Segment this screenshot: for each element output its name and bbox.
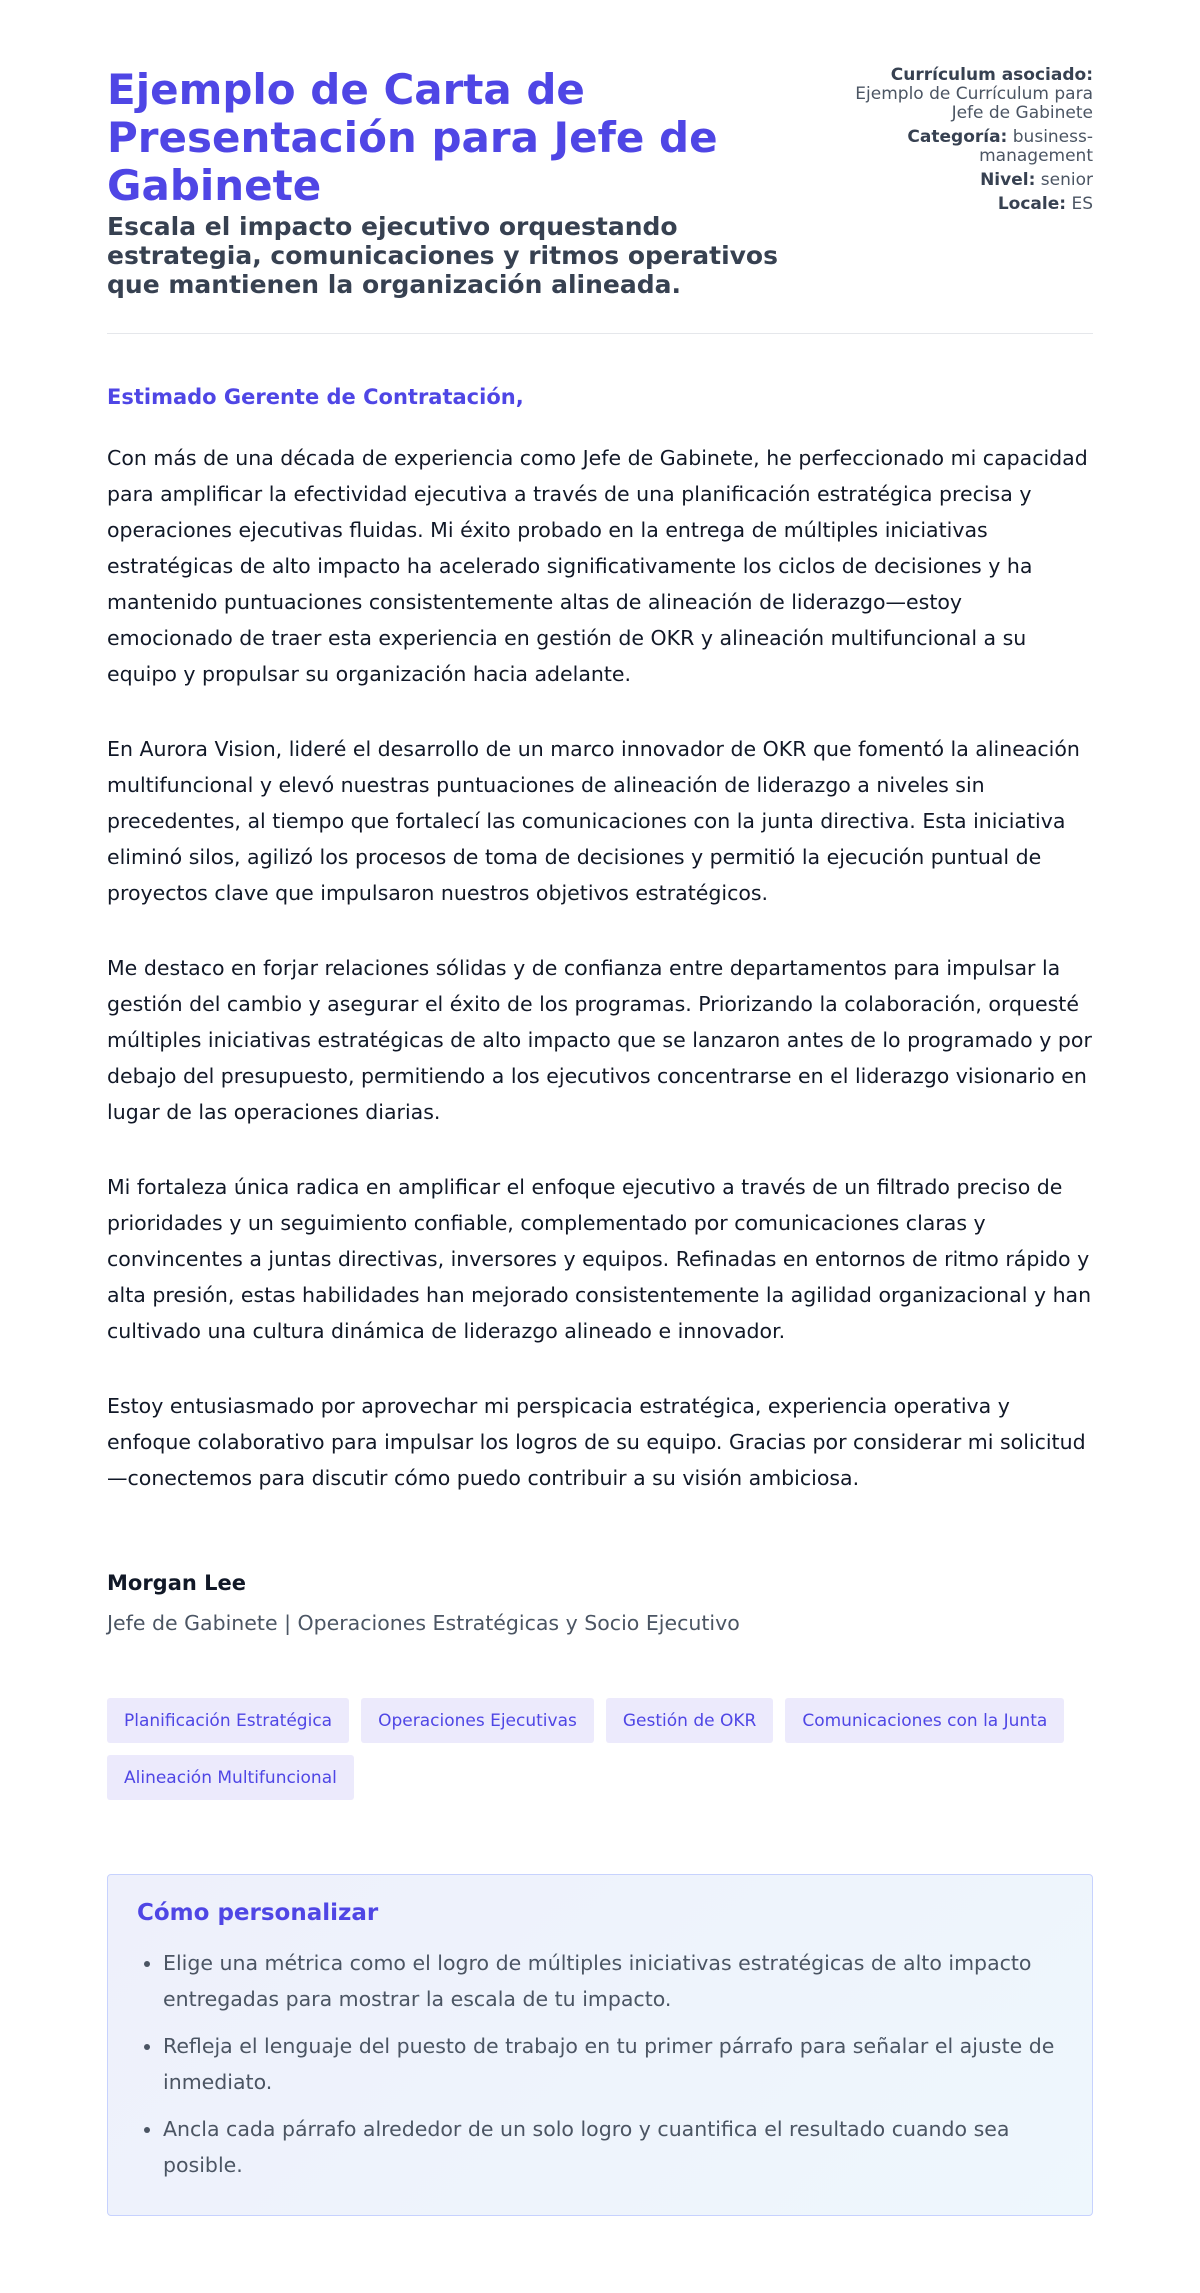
skill-tags <box>107 1698 1093 1800</box>
meta-locale-label: Locale: <box>997 194 1067 214</box>
letter-body <box>107 384 1093 1496</box>
meta-resume <box>833 66 1093 123</box>
page-header <box>107 66 1093 334</box>
signature-name: Morgan Lee <box>107 1571 247 1595</box>
page-title: Ejemplo de Carta de Presentación para Jefe de Gabinete <box>107 65 718 210</box>
meta-level <box>833 171 1093 190</box>
letter-paragraph: En Aurora Vision, lideré el desarrollo de un marco innovador de OKR que fomentó la alineación multifuncional y elevó nuestras puntuaciones de alineación de liderazgo a niveles sin precedentes, al tiempo que fortalecí las comunicaciones con la junta directiva. Esta iniciativa eliminó silos, agilizó los procesos de toma de decisiones y permitió la ejecución puntual de proyectos clave que impulsaron nuestros objetivos estratégicos. <box>107 737 1080 905</box>
tip-item: • Elige una métrica como el logro de múltiples iniciativas estratégicas de alto impacto entregadas para mostrar la escala de tu impacto. <box>163 1945 1064 2017</box>
letter-paragraph: Me destaco en forjar relaciones sólidas y de confianza entre departamentos para impulsar la gestión del cambio y asegurar el éxito de los programas. Priorizando la colaboración, orquesté múltiples iniciativas estratégicas de alto impacto que se lanzaron antes de lo programado y por debajo del presupuesto, permitiendo a los ejecutivos concentrarse en el liderazgo visionario en lugar de las operaciones diarias. <box>107 956 1092 1124</box>
meta-level-label: Nivel: <box>980 170 1036 190</box>
letter-paragraph: Estoy entusiasmado por aprovechar mi perspicacia estratégica, experiencia operativa y enfoque colaborativo para impulsar los logros de su equipo. Gracias por considerar mi solicitud—conectemos para discutir cómo puedo contribuir a su visión ambiciosa. <box>107 1394 1086 1490</box>
skill-tag: Gestión de OKR <box>606 1698 773 1743</box>
meta-level-value: senior <box>1040 170 1093 190</box>
meta-category <box>833 128 1093 166</box>
letter-paragraph: Con más de una década de experiencia como Jefe de Gabinete, he perfeccionado mi capacidad para amplificar la efectividad ejecutiva a través de una planificación estratégica precisa y operaciones ejecutivas fluidas. Mi éxito probado en la entrega de múltiples iniciativas estratégicas de alto impacto ha acelerado significativamente los ciclos de decisiones y ha mantenido puntuaciones consistentemente altas de alineación de liderazgo—estoy emocionado de traer esta experiencia en gestión de OKR y alineación multifuncional a su equipo y propulsar su organización hacia adelante. <box>107 446 1088 686</box>
skill-tag: Alineación Multifuncional <box>107 1755 354 1800</box>
signature-block <box>107 1570 1093 1636</box>
tip-item: • Ancla cada párrafo alrededor de un solo logro y cuantifica el resultado cuando sea posible. <box>163 2111 1064 2183</box>
skill-tag: Planificación Estratégica <box>107 1698 349 1743</box>
meta-locale <box>833 195 1093 214</box>
meta-category-label: Categoría: <box>907 127 1008 147</box>
page-subtitle: Escala el impacto ejecutivo orquestando estrategia, comunicaciones y ritmos operativos que mantienen la organización alineada. <box>107 212 778 299</box>
skill-tag: Operaciones Ejecutivas <box>361 1698 594 1743</box>
tips-title: Cómo personalizar <box>137 1900 379 1926</box>
meta-resume-label: Currículum asociado: <box>890 65 1093 85</box>
skill-tag: Comunicaciones con la Junta <box>785 1698 1064 1743</box>
letter-greeting: Estimado Gerente de Contratación, <box>107 385 524 409</box>
tip-item: • Refleja el lenguaje del puesto de trabajo en tu primer párrafo para señalar el ajuste de inmediato. <box>163 2028 1064 2100</box>
customize-tips-box <box>107 1874 1093 2216</box>
meta-category-value: business-management <box>979 127 1093 166</box>
header-titles <box>107 66 807 299</box>
meta-resume-value: Ejemplo de Currículum para Jefe de Gabinete <box>855 84 1093 123</box>
tips-list <box>137 1945 1064 2183</box>
meta-locale-value: ES <box>1071 194 1093 214</box>
letter-paragraph: Mi fortaleza única radica en amplificar el enfoque ejecutivo a través de un filtrado preciso de prioridades y un seguimiento confiable, complementado por comunicaciones claras y convincentes a juntas directivas, inversores y equipos. Refinadas en entornos de ritmo rápido y alta presión, estas habilidades han mejorado consistentemente la agilidad organizacional y han cultivado una cultura dinámica de liderazgo alineado e innovador. <box>107 1175 1092 1343</box>
meta-panel <box>833 66 1093 219</box>
signature-role: Jefe de Gabinete | Operaciones Estratégicas y Socio Ejecutivo <box>107 1611 740 1635</box>
